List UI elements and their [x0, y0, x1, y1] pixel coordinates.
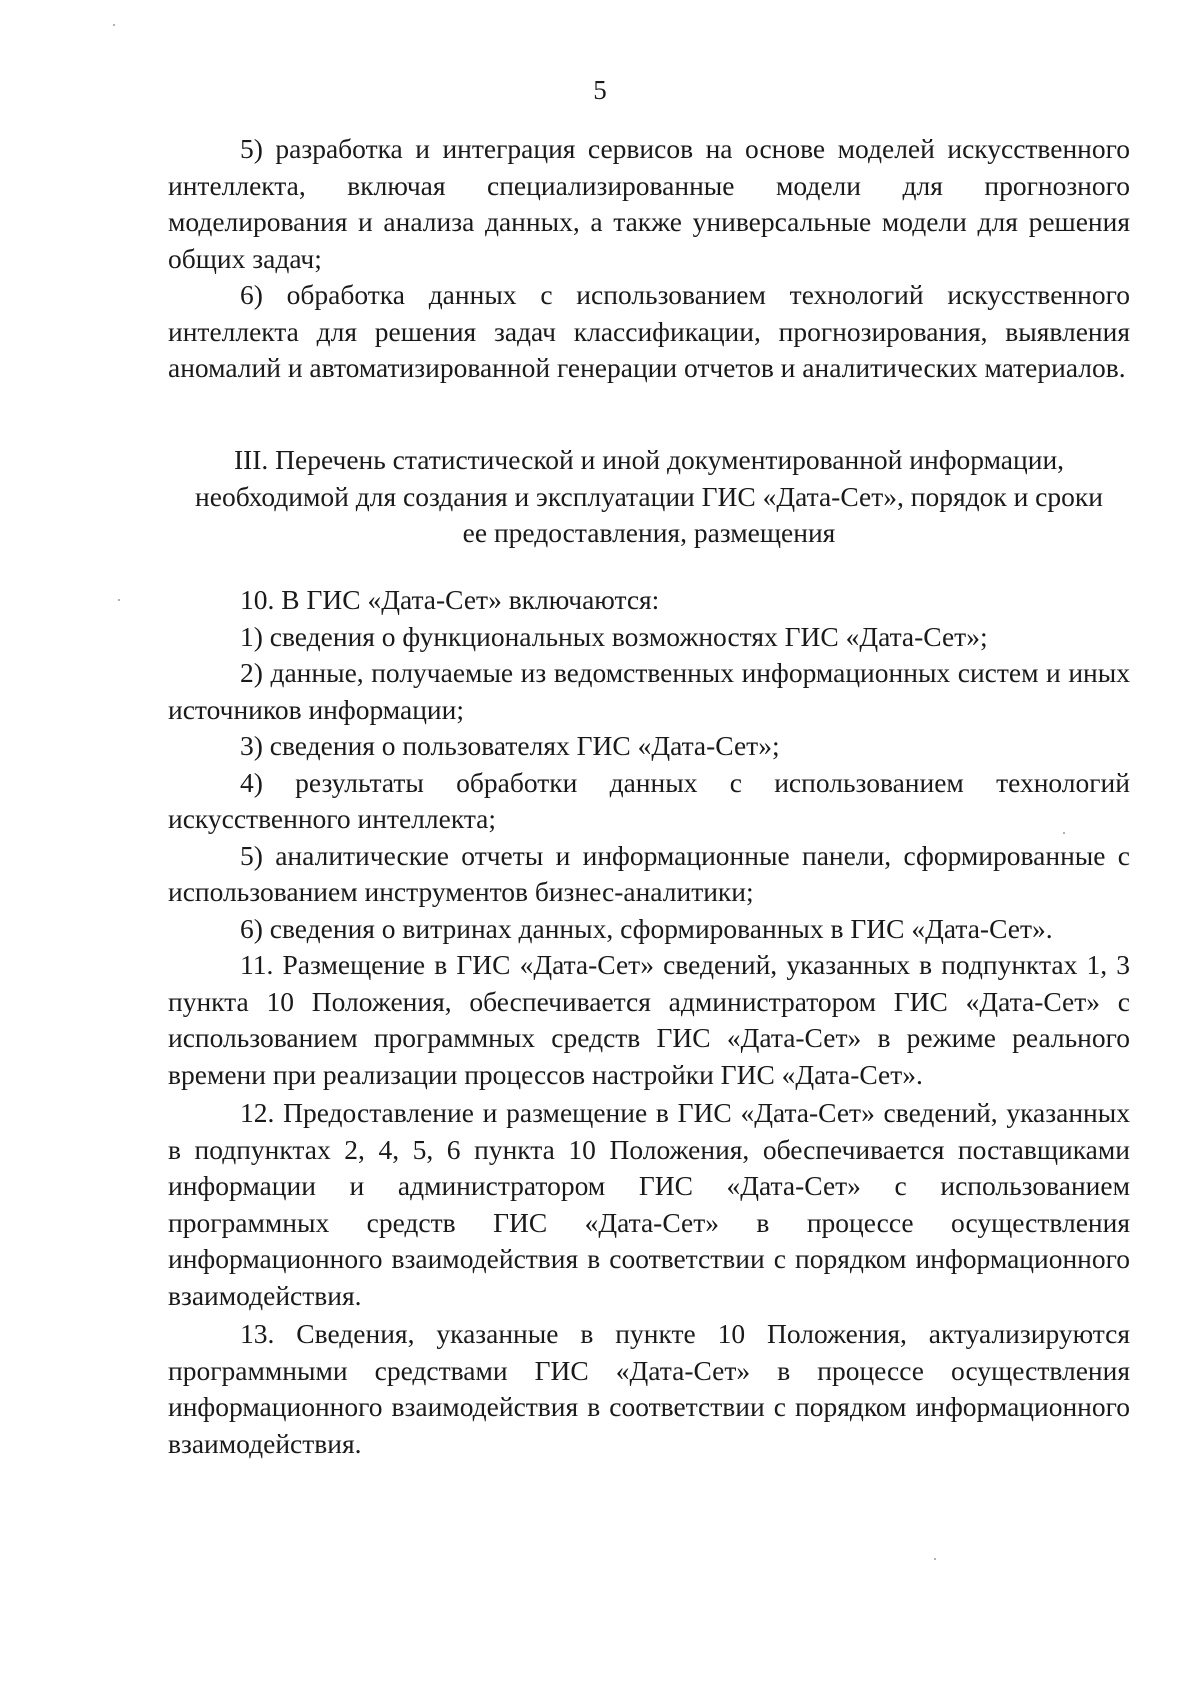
section-title-line-1: III. Перечень статистической и иной документированной информации, [233, 444, 1065, 475]
list-item-6: 6) обработка данных с использованием технологий искусственного интеллекта для решения задач классификации, прогнозирования, выявления аномалий и автоматизированной генерации отчетов и аналитических материалов. [168, 279, 1130, 383]
item-11: 11. Размещение в ГИС «Дата-Сет» сведений, указанных в подпунктах 1, 3 пункта 10 Положения, обеспечивается администратором ГИС «Дата-Сет» с использованием программных средств ГИС «Дата-Сет» в режиме реального времени при реализации процессов настройки ГИС «Дата-Сет». [168, 949, 1130, 1090]
section-body [168, 582, 1130, 1462]
item-13: 13. Сведения, указанные в пункте 10 Положения, актуализируются программными средствами ГИС «Дата-Сет» в процессе осуществления информационного взаимодействия в соответствии с порядком информационного взаимодействия. [168, 1318, 1130, 1459]
scan-speck [118, 599, 120, 601]
item-10-sub-5: 5) аналитические отчеты и информационные панели, сформированные с использованием инструментов бизнес-аналитики; [168, 839, 1130, 907]
scan-speck [934, 1558, 936, 1560]
item-10-sub-1: 1) сведения о функциональных возможностях ГИС «Дата-Сет»; [240, 620, 988, 652]
item-10-intro: 10. В ГИС «Дата-Сет» включаются: [240, 584, 660, 615]
item-10-sub-2: 2) данные, получаемые из ведомственных информационных систем и иных источников информации; [168, 657, 1130, 725]
list-item-5: 5) разработка и интеграция сервисов на основе моделей искусственного интеллекта, включая специализированные модели для прогнозного моделирования и анализа данных, а также универсальные модели для решения общих задач; [168, 133, 1130, 274]
section-title-line-3: ее предоставления, размещения [462, 517, 836, 548]
item-10-sub-6: 6) сведения о витринах данных, сформированных в ГИС «Дата-Сет». [240, 912, 1053, 944]
scan-speck [113, 24, 115, 26]
section-title-line-2: необходимой для создания и эксплуатации ГИС «Дата-Сет», порядок и сроки [195, 480, 1103, 512]
item-10-sub-4: 4) результаты обработки данных с использованием технологий искусственного интеллекта; [168, 766, 1130, 834]
scan-speck [1063, 832, 1065, 834]
ai-services-list [168, 131, 1130, 387]
item-12: 12. Предоставление и размещение в ГИС «Дата-Сет» сведений, указанных в подпунктах 2, 4, 5, 6 пункта 10 Положения, обеспечивается поставщиками информации и администратором ГИС «Дата-Сет» с использованием программных средств ГИС «Дата-Сет» в процессе осуществления информационного взаимодействия в соответствии с порядком информационного взаимодействия. [168, 1097, 1130, 1311]
section-heading [160, 442, 1138, 552]
page-number: 5 [593, 75, 607, 105]
item-10-sub-3: 3) сведения о пользователях ГИС «Дата-Сет»; [240, 730, 780, 761]
